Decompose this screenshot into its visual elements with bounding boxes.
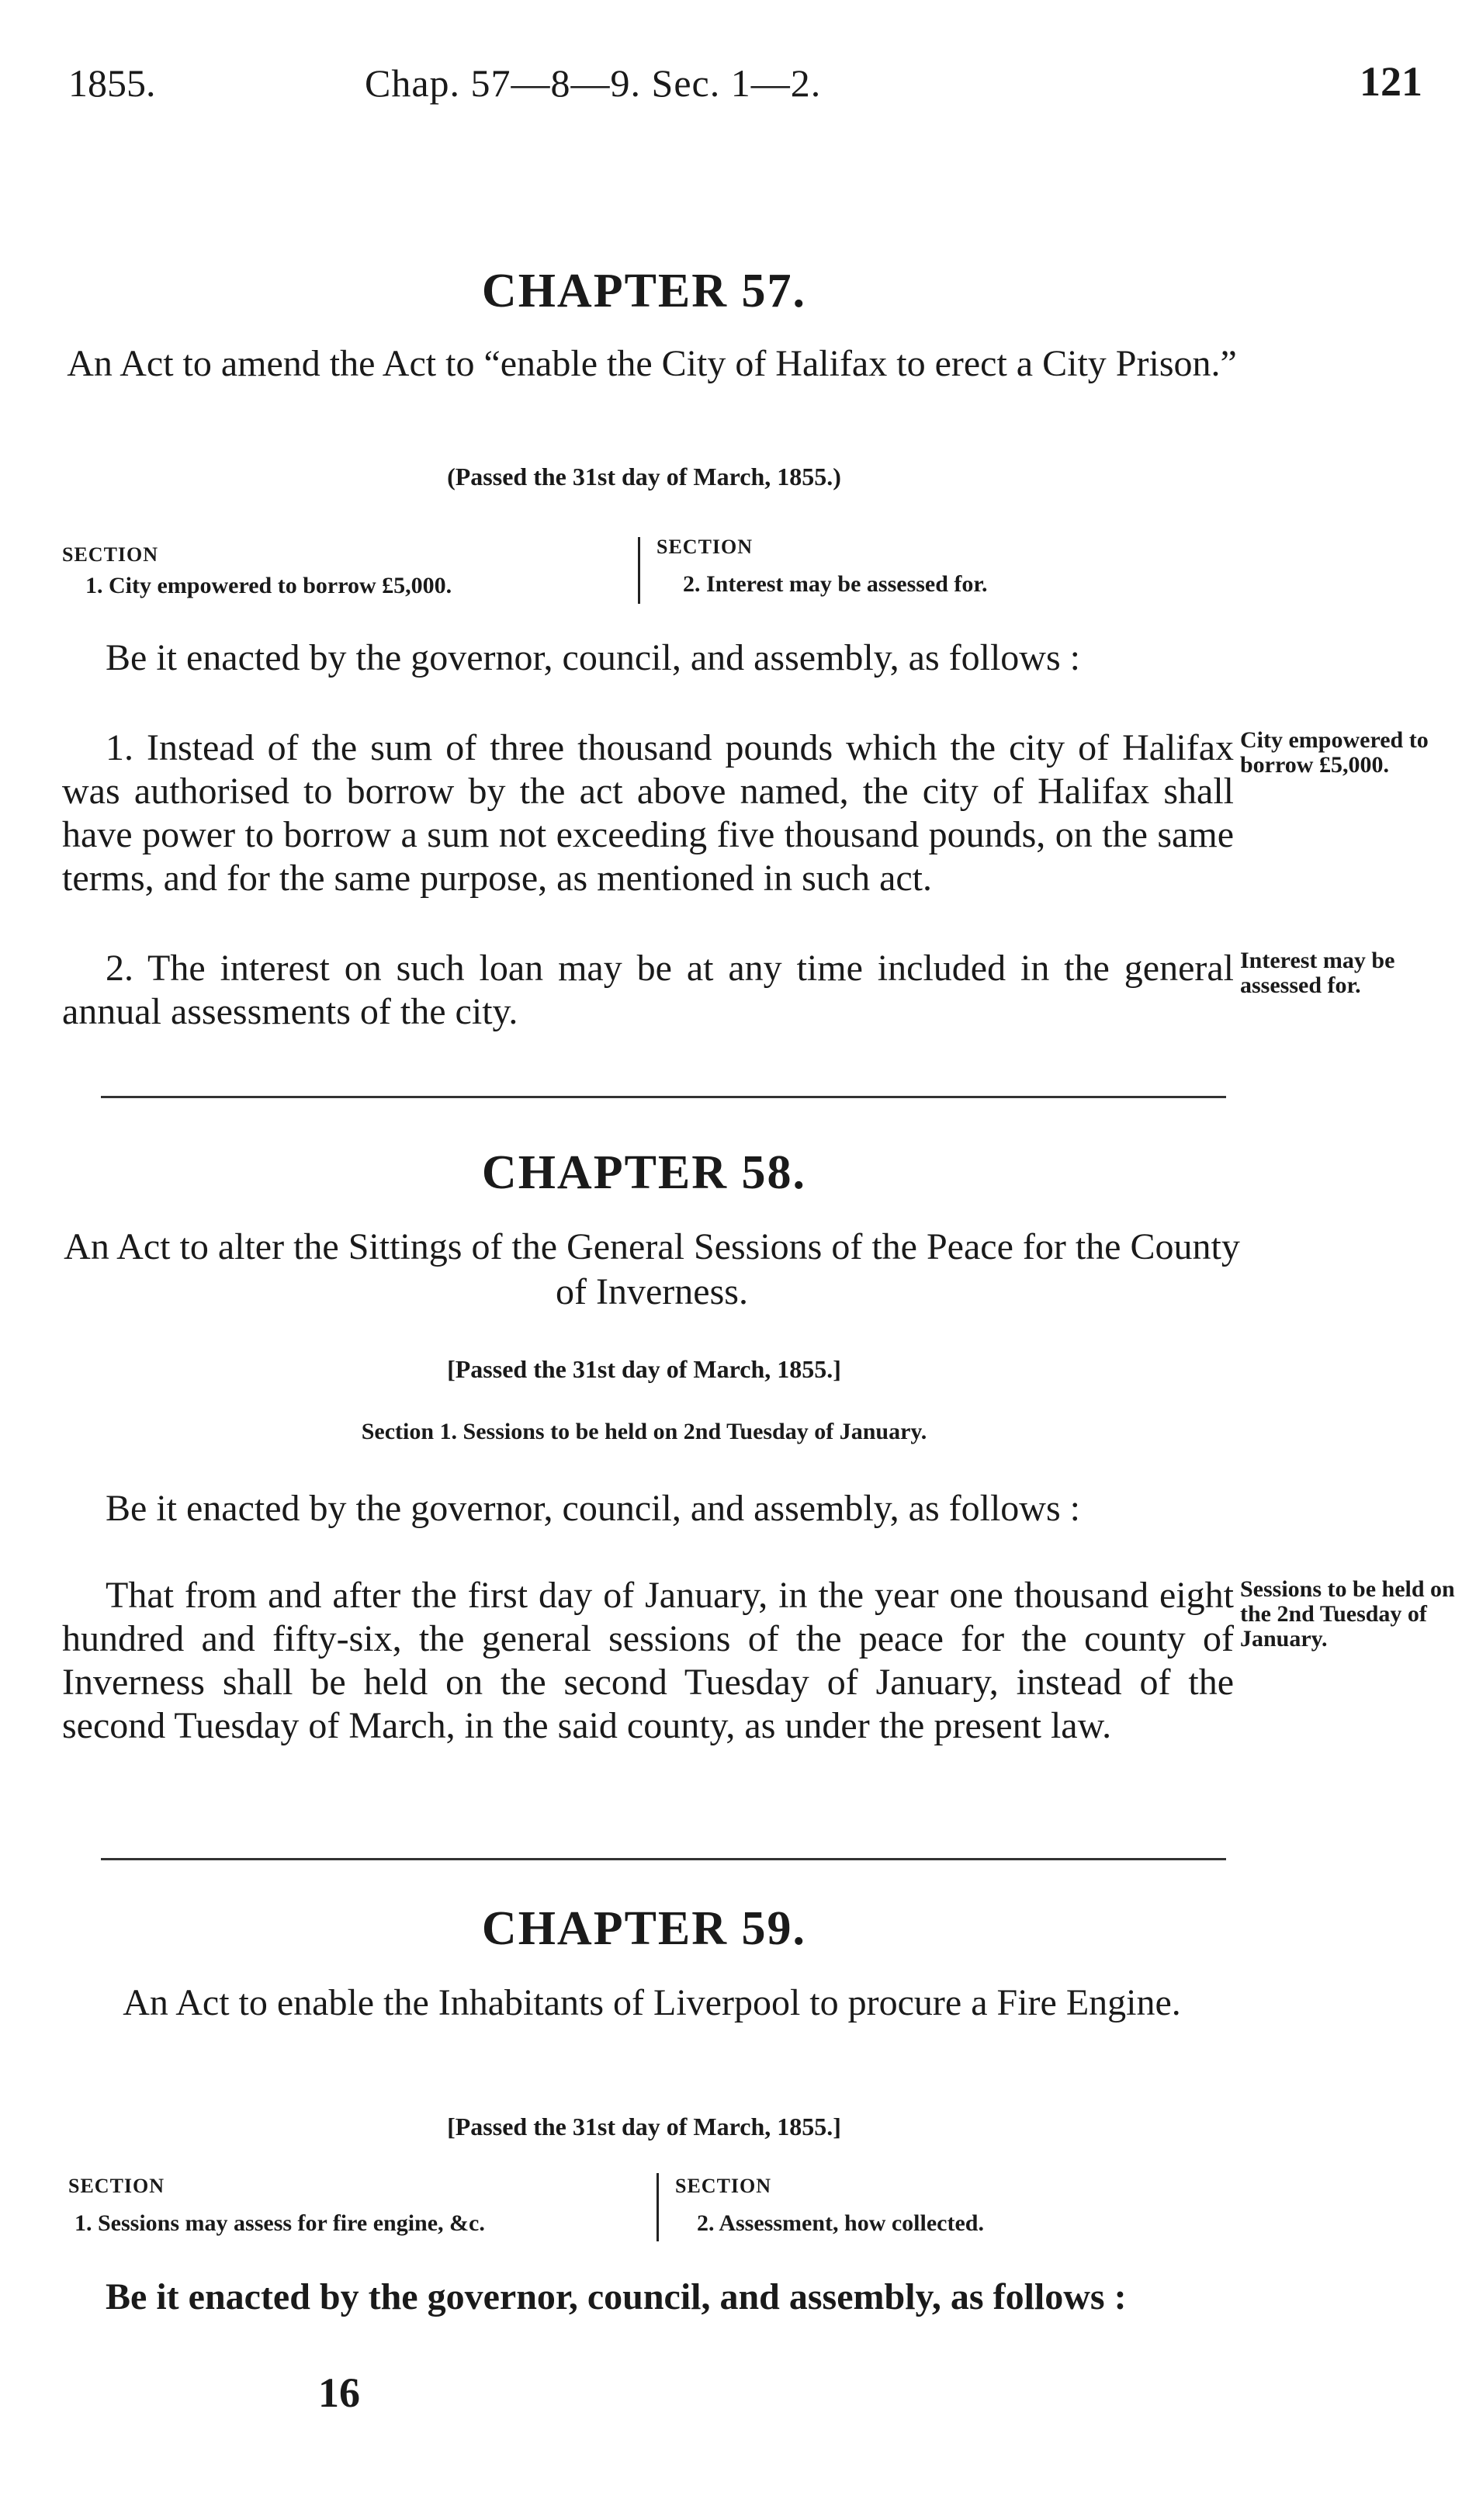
chapter-58-enacting-clause: Be it enacted by the governor, council, and assembly, as follows : [106, 1488, 1080, 1529]
chapter-58-clause-1: That from and after the first day of January, in the year one thousand eight hundred and fifty-six, the general sessions of the peace for the county of Inverness shall be held on the second Tuesday of January, instead of the second Tuesday of March, in the said county, as under the present law. [62, 1575, 1234, 1746]
chapter-59-description: An Act to enable the Inhabitants of Liverpool to procure a Fire Engine. [123, 1982, 1181, 2023]
chapter-59-section-right-item: 2. Assessment, how collected. [697, 2210, 984, 2236]
chapter-divider-57-58 [101, 1096, 1226, 1098]
chapter-57-section-left-item: 1. City empowered to borrow £5,000. [85, 573, 452, 598]
chapter-59-title: CHAPTER 59. [481, 1902, 807, 1955]
chapter-59-passed: [Passed the 31st day of March, 1855.] [447, 2113, 841, 2140]
chapter-58-passed: [Passed the 31st day of March, 1855.] [447, 1355, 841, 1383]
running-head-chapter-ref: Chap. 57—8—9. Sec. 1—2. [365, 61, 822, 105]
chapter-57-description: An Act to amend the Act to “enable the City of Halifax to erect a City Prison.” [67, 343, 1237, 384]
chapter-57-section-right-item: 2. Interest may be assessed for. [683, 571, 988, 597]
chapter-57-title: CHAPTER 57. [481, 265, 807, 317]
chapter-divider-58-59 [101, 1858, 1226, 1860]
printer-signature-mark: 16 [318, 2369, 360, 2416]
chapter-58-section-line: Section 1. Sessions to be held on 2nd Tuesday of January. [361, 1419, 927, 1444]
running-head-year: 1855. [68, 61, 156, 105]
chapter-57-margin-note-1: City empowered to borrow £5,000. [1240, 727, 1429, 778]
chapter-57-section-right-head: SECTION [657, 536, 754, 558]
chapter-58-description: An Act to alter the Sittings of the General Sessions of the Peace for the County of Inverness. [64, 1226, 1240, 1312]
chapter-58-margin-note-1: Sessions to be held on the 2nd Tuesday of January. [1240, 1576, 1455, 1652]
chapter-58-title: CHAPTER 58. [481, 1146, 807, 1199]
chapter-59-section-divider [657, 2173, 659, 2241]
page-number: 121 [1360, 58, 1422, 105]
chapter-57-enacting-clause: Be it enacted by the governor, council, and assembly, as follows : [106, 637, 1080, 678]
chapter-59-enacting-clause: Be it enacted by the governor, council, and assembly, as follows : [106, 2276, 1127, 2317]
chapter-59-section-right-head: SECTION [675, 2175, 772, 2197]
chapter-59-section-left-item: 1. Sessions may assess for fire engine, &c. [74, 2210, 485, 2236]
chapter-57-clause-1: 1. Instead of the sum of three thousand pounds which the city of Halifax was authorised to borrow by the act above named, the city of Halifax shall have power to borrow a sum not exceeding five thousand pounds, on the same terms, and for the same purpose, as mentioned in such act. [62, 727, 1234, 899]
chapter-57-passed: (Passed the 31st day of March, 1855.) [447, 463, 841, 490]
chapter-57-clause-2: 2. The interest on such loan may be at any time included in the general annual assessments of the city. [62, 948, 1234, 1032]
chapter-57-section-left-head: SECTION [62, 543, 159, 566]
chapter-57-margin-note-2: Interest may be assessed for. [1240, 948, 1395, 998]
chapter-57-section-divider [638, 537, 640, 604]
chapter-59-section-left-head: SECTION [68, 2175, 165, 2197]
